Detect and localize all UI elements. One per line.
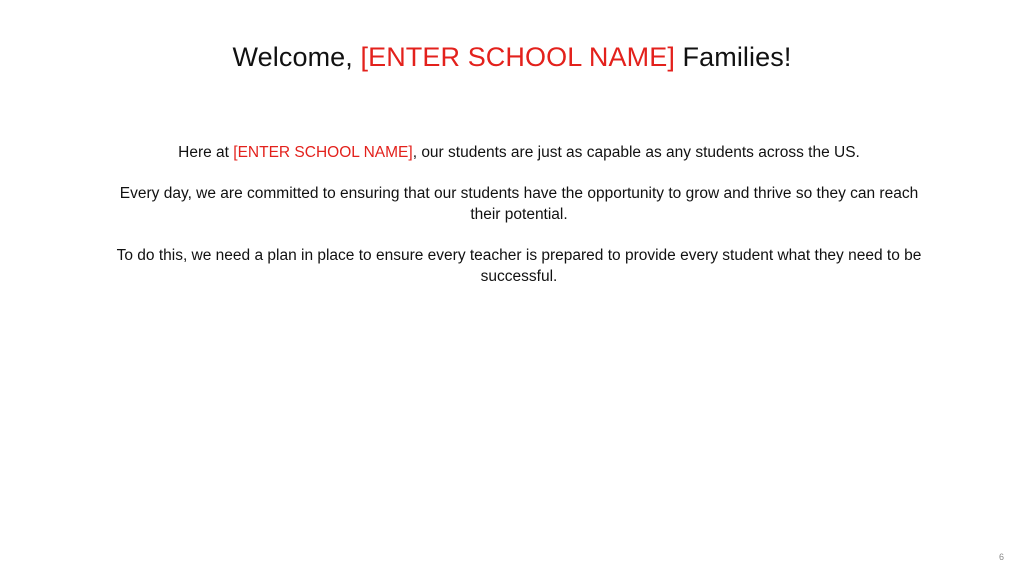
intro-prefix: Here at bbox=[178, 144, 234, 161]
paragraph-intro bbox=[112, 142, 926, 163]
paragraph-commitment: Every day, we are committed to ensuring that our students have the opportunity to grow and thrive so they can reach their potential. bbox=[119, 185, 919, 223]
title-school-name-placeholder: [ENTER SCHOOL NAME] bbox=[360, 42, 675, 72]
paragraph-plan: To do this, we need a plan in place to ensure every teacher is prepared to provide every student what they need to be successful. bbox=[116, 247, 922, 285]
intro-suffix: , our students are just as capable as any students across the US. bbox=[412, 144, 860, 161]
title-prefix: Welcome, bbox=[232, 42, 361, 72]
page-number: 6 bbox=[998, 552, 1004, 562]
slide-body bbox=[112, 142, 926, 307]
title-suffix: Families! bbox=[674, 42, 792, 72]
slide-title bbox=[0, 38, 1024, 76]
intro-school-name-placeholder: [ENTER SCHOOL NAME] bbox=[233, 144, 413, 161]
